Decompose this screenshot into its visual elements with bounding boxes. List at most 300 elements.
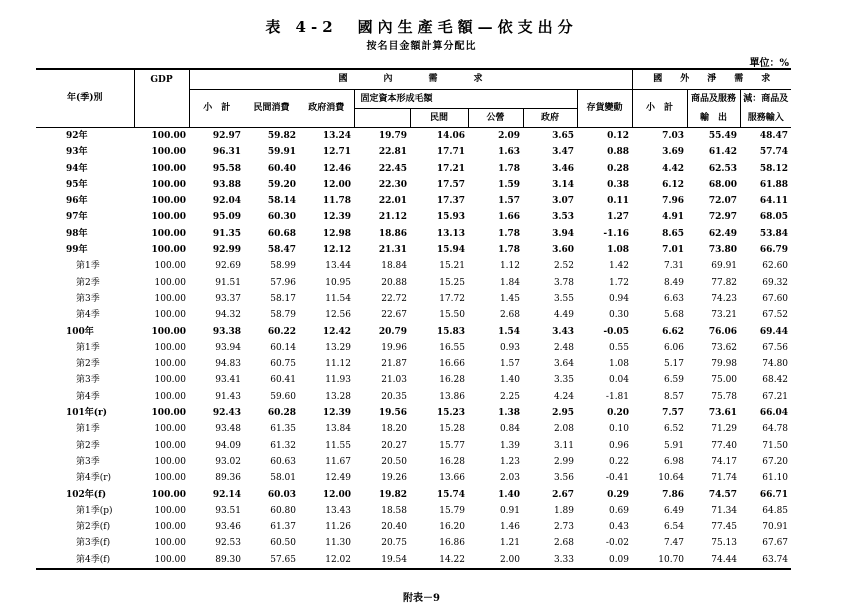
cell-government-consumption: 11.55	[325, 440, 351, 451]
cell-gfcf-government: 3.53	[552, 212, 574, 223]
table-row	[36, 291, 791, 307]
cell-domestic-subtotal: 93.41	[215, 375, 241, 386]
cell-imports: 71.50	[762, 440, 789, 451]
table-title: 表 4-2 國內生產毛額—依支出分	[265, 18, 578, 36]
cell-exports: 62.49	[708, 228, 738, 239]
cell-exports: 55.49	[708, 131, 738, 141]
cell-exports: 71.29	[711, 424, 738, 435]
table-row	[36, 161, 791, 177]
cell-gfcf-public: 0.84	[499, 424, 520, 435]
cell-gdp: 100.00	[154, 342, 186, 353]
row-label: 第4季	[76, 310, 100, 321]
cell-gdp: 100.00	[151, 489, 186, 500]
cell-gfcf-public: 1.54	[498, 326, 520, 337]
cell-gfcf-public: 0.93	[499, 342, 520, 353]
cell-domestic-subtotal: 96.31	[212, 147, 241, 158]
cell-gfcf-government: 3.33	[523, 552, 577, 569]
cell-gfcf-private: 15.50	[439, 310, 465, 321]
cell-private-consumption: 59.60	[270, 391, 296, 402]
row-label: 第1季	[76, 261, 100, 272]
cell-inventory-change: 0.22	[608, 456, 630, 467]
cell-inventory-change: 0.11	[607, 196, 630, 207]
cell-domestic-subtotal: 91.51	[215, 277, 241, 288]
cell-government-consumption: 12.42	[322, 326, 351, 337]
cell-government-consumption: 10.95	[325, 277, 351, 288]
col-header-net-foreign-demand: 國 外 淨 需 求	[632, 69, 791, 90]
cell-imports: 67.60	[762, 293, 789, 304]
table-row	[36, 389, 791, 405]
col-header-gfcf-private: 民間	[410, 109, 468, 128]
cell-private-consumption: 60.22	[267, 326, 296, 337]
col-header-gfcf-total-spacer	[354, 109, 410, 128]
table-row	[36, 193, 791, 209]
cell-foreign-subtotal: 6.49	[663, 505, 685, 516]
cell-gfcf: 22.30	[378, 179, 407, 190]
cell-inventory-change: 0.38	[607, 179, 630, 190]
cell-imports: 57.74	[759, 147, 789, 158]
cell-gfcf: 21.03	[381, 375, 407, 386]
cell-imports: 48.47	[759, 131, 789, 141]
cell-government-consumption: 13.43	[325, 505, 351, 516]
cell-gdp: 100.00	[151, 326, 186, 337]
cell-gdp: 100.00	[154, 522, 186, 533]
cell-private-consumption: 61.35	[270, 424, 296, 435]
cell-domestic-subtotal: 94.09	[215, 440, 241, 451]
cell-government-consumption: 12.56	[325, 310, 351, 321]
cell-government-consumption: 11.93	[325, 375, 351, 386]
cell-government-consumption: 11.78	[322, 196, 351, 207]
cell-gfcf-government: 3.60	[552, 245, 574, 256]
row-label: 第2季(f)	[76, 522, 111, 533]
cell-imports: 68.05	[759, 212, 789, 223]
row-label: 第2季	[76, 440, 100, 451]
row-label: 95年	[66, 179, 88, 190]
cell-exports: 72.07	[708, 196, 738, 207]
cell-inventory-change: -0.02	[605, 538, 630, 549]
cell-exports: 75.13	[711, 538, 738, 549]
cell-gfcf-private: 13.13	[436, 228, 465, 239]
table-row	[36, 552, 791, 569]
cell-exports: 75.78	[711, 391, 738, 402]
cell-gfcf-private: 16.28	[439, 456, 465, 467]
cell-domestic-subtotal: 92.69	[215, 261, 241, 272]
cell-private-consumption: 58.14	[267, 196, 296, 207]
row-label: 100年	[66, 326, 94, 337]
cell-government-consumption: 12.02	[299, 552, 354, 569]
cell-foreign-subtotal: 7.03	[662, 131, 685, 141]
cell-gdp: 100.00	[154, 359, 186, 370]
row-label: 第3季	[76, 293, 100, 304]
cell-gfcf: 22.72	[381, 293, 407, 304]
cell-private-consumption: 61.37	[270, 522, 296, 533]
cell-gfcf-public: 2.68	[499, 310, 520, 321]
cell-gfcf-government: 2.68	[553, 538, 574, 549]
cell-gfcf-public: 0.91	[499, 505, 520, 516]
cell-gfcf: 19.96	[381, 342, 407, 353]
cell-government-consumption: 13.24	[322, 131, 351, 141]
cell-foreign-subtotal: 5.17	[663, 359, 685, 370]
cell-foreign-subtotal: 6.62	[662, 326, 685, 337]
cell-government-consumption: 11.26	[325, 522, 351, 533]
table-subtitle: 按名目金額計算分配比	[366, 41, 477, 52]
cell-exports: 73.61	[708, 408, 738, 419]
col-header-gfcf-government: 政府	[523, 109, 577, 128]
cell-inventory-change: 1.27	[607, 212, 630, 223]
cell-gfcf-government: 3.11	[553, 440, 574, 451]
cell-gdp: 100.00	[154, 456, 186, 467]
table-body	[36, 128, 791, 570]
cell-inventory-change: 0.12	[607, 131, 630, 141]
row-label: 第2季	[76, 277, 100, 288]
row-label: 第3季(f)	[76, 538, 111, 549]
cell-gfcf-public: 1.38	[498, 408, 520, 419]
col-header-domestic-demand: 國 內 需 求	[189, 69, 632, 90]
cell-exports: 73.62	[711, 342, 738, 353]
cell-gfcf-public: 1.63	[498, 147, 520, 158]
cell-domestic-subtotal: 92.97	[212, 131, 241, 141]
cell-gfcf-private: 16.28	[439, 375, 465, 386]
cell-private-consumption: 60.68	[267, 228, 296, 239]
cell-gfcf-private: 15.21	[439, 261, 465, 272]
cell-gfcf: 21.31	[378, 245, 407, 256]
cell-domestic-subtotal: 94.32	[215, 310, 241, 321]
cell-gfcf: 18.84	[381, 261, 407, 272]
cell-imports: 63.74	[740, 552, 791, 569]
cell-government-consumption: 12.71	[322, 147, 351, 158]
cell-imports: 67.21	[762, 391, 789, 402]
cell-government-consumption: 12.39	[322, 212, 351, 223]
cell-inventory-change: 1.08	[607, 245, 630, 256]
cell-private-consumption: 59.91	[267, 147, 296, 158]
cell-gfcf-private: 17.37	[436, 196, 465, 207]
cell-exports: 75.00	[711, 375, 738, 386]
cell-gdp: 100.00	[154, 293, 186, 304]
cell-gfcf-private: 17.71	[436, 147, 465, 158]
cell-gfcf-government: 4.24	[553, 391, 574, 402]
cell-gfcf: 20.75	[381, 538, 407, 549]
table-row	[36, 487, 791, 503]
cell-private-consumption: 60.50	[270, 538, 296, 549]
cell-domestic-subtotal: 89.36	[215, 473, 241, 484]
cell-gfcf-government: 3.43	[552, 326, 574, 337]
table-row	[36, 421, 791, 437]
cell-domestic-subtotal: 93.02	[215, 456, 241, 467]
cell-gfcf-government: 3.46	[552, 163, 574, 174]
cell-imports: 58.12	[759, 163, 789, 174]
table-row	[36, 307, 791, 323]
cell-domestic-subtotal: 93.51	[215, 505, 241, 516]
cell-gfcf-government: 2.99	[553, 456, 574, 467]
cell-gfcf-government: 2.48	[553, 342, 574, 353]
cell-gfcf: 20.27	[381, 440, 407, 451]
cell-gfcf: 20.40	[381, 522, 407, 533]
col-header-private-consumption: 民間消費	[244, 90, 299, 128]
cell-government-consumption: 13.29	[325, 342, 351, 353]
table-row	[36, 535, 791, 551]
cell-gfcf-public: 2.03	[499, 473, 520, 484]
cell-imports: 64.85	[762, 505, 789, 516]
cell-foreign-subtotal: 5.68	[663, 310, 685, 321]
cell-inventory-change: 0.04	[608, 375, 630, 386]
cell-exports: 69.91	[711, 261, 738, 272]
cell-gfcf-government: 2.08	[553, 424, 574, 435]
cell-gfcf-government: 2.52	[553, 261, 574, 272]
col-header-domestic-subtotal: 小 計	[189, 90, 244, 128]
cell-gfcf-government: 2.67	[552, 489, 574, 500]
cell-gdp: 100.00	[154, 277, 186, 288]
row-label: 第4季(f)	[36, 552, 134, 569]
cell-exports: 74.57	[708, 489, 738, 500]
row-label: 第3季	[76, 456, 100, 467]
cell-foreign-subtotal: 5.91	[663, 440, 685, 451]
cell-domestic-subtotal: 89.30	[189, 552, 244, 569]
cell-gfcf-private: 15.23	[436, 408, 465, 419]
cell-private-consumption: 58.47	[267, 245, 296, 256]
cell-domestic-subtotal: 92.14	[212, 489, 241, 500]
cell-foreign-subtotal: 8.49	[663, 277, 685, 288]
cell-foreign-subtotal: 7.96	[662, 196, 685, 207]
cell-gfcf-public: 1.23	[499, 456, 520, 467]
cell-gdp: 100.00	[154, 375, 186, 386]
cell-foreign-subtotal: 6.12	[662, 179, 685, 190]
cell-gfcf-government: 4.49	[553, 310, 574, 321]
col-header-exports-line2: 輸 出	[687, 109, 740, 128]
cell-gfcf-private: 15.83	[436, 326, 465, 337]
cell-gdp: 100.00	[151, 245, 186, 256]
table-row	[36, 177, 791, 193]
cell-private-consumption: 60.30	[267, 212, 296, 223]
cell-private-consumption: 58.01	[270, 473, 296, 484]
cell-gfcf-public: 1.12	[499, 261, 520, 272]
cell-gfcf-private: 15.25	[439, 277, 465, 288]
cell-gfcf: 20.88	[381, 277, 407, 288]
table-row	[36, 242, 791, 258]
cell-private-consumption: 60.03	[267, 489, 296, 500]
cell-exports: 62.53	[708, 163, 738, 174]
cell-imports: 67.67	[762, 538, 789, 549]
cell-exports: 73.21	[711, 310, 738, 321]
cell-private-consumption: 60.28	[267, 408, 296, 419]
cell-gfcf-public: 1.40	[499, 375, 520, 386]
cell-gfcf-government: 3.56	[553, 473, 574, 484]
table-row	[36, 503, 791, 519]
cell-domestic-subtotal: 92.53	[215, 538, 241, 549]
cell-gfcf: 20.50	[381, 456, 407, 467]
cell-gfcf-government: 3.78	[553, 277, 574, 288]
cell-domestic-subtotal: 92.43	[212, 408, 241, 419]
cell-gfcf-government: 3.64	[553, 359, 574, 370]
col-header-imports-line1: 減：商品及	[740, 90, 791, 109]
row-label: 92年	[66, 131, 88, 141]
cell-domestic-subtotal: 92.04	[212, 196, 241, 207]
cell-gdp: 100.00	[154, 505, 186, 516]
cell-gdp: 100.00	[151, 212, 186, 223]
col-header-imports-line2: 服務輸入	[740, 109, 791, 128]
cell-domestic-subtotal: 91.43	[215, 391, 241, 402]
cell-government-consumption: 13.84	[325, 424, 351, 435]
row-label: 101年(r)	[66, 408, 108, 419]
cell-inventory-change: 0.43	[608, 522, 630, 533]
col-header-gdp: GDP	[134, 69, 189, 90]
cell-gfcf-public: 1.21	[499, 538, 520, 549]
cell-private-consumption: 59.20	[267, 179, 296, 190]
cell-foreign-subtotal: 7.47	[663, 538, 685, 549]
col-header-government-consumption: 政府消費	[299, 90, 354, 128]
row-label: 第4季	[76, 391, 100, 402]
cell-gfcf-private: 17.57	[436, 179, 465, 190]
cell-gfcf-government: 2.73	[553, 522, 574, 533]
row-label: 第3季	[76, 375, 100, 386]
row-label: 94年	[66, 163, 88, 174]
cell-gfcf-private: 13.86	[439, 391, 465, 402]
cell-gfcf-private: 15.77	[439, 440, 465, 451]
table-row	[36, 454, 791, 470]
cell-gfcf-private: 13.66	[439, 473, 465, 484]
cell-exports: 77.40	[711, 440, 738, 451]
cell-foreign-subtotal: 6.52	[663, 424, 685, 435]
cell-gfcf-private: 16.20	[439, 522, 465, 533]
cell-gfcf-public: 1.40	[498, 489, 520, 500]
cell-gfcf-private: 14.22	[410, 552, 468, 569]
cell-gfcf-government: 2.95	[552, 408, 574, 419]
col-header-period: 年(季)別	[36, 69, 134, 128]
cell-exports: 74.44	[687, 552, 740, 569]
row-label: 96年	[66, 196, 88, 207]
cell-gfcf-government: 3.94	[552, 228, 574, 239]
cell-foreign-subtotal: 4.91	[662, 212, 685, 223]
cell-imports: 64.78	[762, 424, 789, 435]
cell-inventory-change: 0.09	[577, 552, 632, 569]
cell-gfcf: 22.67	[381, 310, 407, 321]
cell-gfcf-public: 1.46	[499, 522, 520, 533]
cell-gdp: 100.00	[154, 440, 186, 451]
cell-gdp: 100.00	[154, 424, 186, 435]
cell-government-consumption: 11.30	[325, 538, 351, 549]
cell-foreign-subtotal: 10.70	[632, 552, 687, 569]
cell-inventory-change: 0.88	[607, 147, 630, 158]
cell-gfcf-private: 16.86	[439, 538, 465, 549]
cell-government-consumption: 12.46	[322, 163, 351, 174]
cell-imports: 66.79	[759, 245, 789, 256]
cell-exports: 74.17	[711, 456, 738, 467]
cell-foreign-subtotal: 6.54	[663, 522, 685, 533]
row-label: 第1季	[76, 424, 100, 435]
cell-gfcf-public: 1.78	[498, 228, 520, 239]
cell-private-consumption: 58.99	[270, 261, 296, 272]
row-label: 第1季(p)	[76, 505, 113, 516]
cell-inventory-change: 1.42	[608, 261, 630, 272]
cell-private-consumption: 60.80	[270, 505, 296, 516]
table-row	[36, 258, 791, 274]
cell-gfcf-private: 17.72	[439, 293, 465, 304]
cell-government-consumption: 13.44	[325, 261, 351, 272]
cell-inventory-change: 0.29	[607, 489, 630, 500]
cell-private-consumption: 58.17	[270, 293, 296, 304]
cell-gfcf: 18.86	[378, 228, 407, 239]
col-header-foreign-subtotal: 小 計	[632, 90, 687, 128]
cell-exports: 76.06	[708, 326, 738, 337]
cell-gdp: 100.00	[151, 163, 186, 174]
cell-gfcf-private: 15.79	[439, 505, 465, 516]
page-footer: 附表－9	[403, 593, 440, 604]
cell-foreign-subtotal: 7.01	[662, 245, 685, 256]
cell-imports: 67.52	[762, 310, 789, 321]
row-label: 93年	[66, 147, 88, 158]
cell-inventory-change: 0.55	[608, 342, 630, 353]
cell-imports: 69.44	[759, 326, 789, 337]
cell-gdp: 100.00	[154, 538, 186, 549]
table-row	[36, 356, 791, 372]
cell-government-consumption: 12.49	[325, 473, 351, 484]
gdp-expenditure-table	[36, 68, 791, 570]
cell-domestic-subtotal: 93.38	[212, 326, 241, 337]
cell-private-consumption: 60.41	[270, 375, 296, 386]
cell-gfcf-public: 1.78	[498, 245, 520, 256]
unit-label: 單位：%	[749, 58, 789, 69]
cell-imports: 74.80	[762, 359, 789, 370]
cell-government-consumption: 11.67	[325, 456, 351, 467]
cell-inventory-change: -1.16	[603, 228, 630, 239]
table-row	[36, 324, 791, 340]
cell-government-consumption: 13.28	[325, 391, 351, 402]
table-row	[36, 519, 791, 535]
cell-gdp: 100.00	[134, 552, 189, 569]
cell-exports: 79.98	[711, 359, 738, 370]
cell-gfcf: 21.87	[381, 359, 407, 370]
cell-private-consumption: 61.32	[270, 440, 296, 451]
table-row	[36, 128, 791, 145]
cell-gfcf-public: 2.00	[468, 552, 523, 569]
cell-gfcf: 22.81	[378, 147, 407, 158]
cell-domestic-subtotal: 95.09	[212, 212, 241, 223]
cell-domestic-subtotal: 94.83	[215, 359, 241, 370]
cell-domestic-subtotal: 93.94	[215, 342, 241, 353]
cell-gfcf: 20.79	[378, 326, 407, 337]
cell-foreign-subtotal: 7.31	[663, 261, 685, 272]
cell-gfcf: 22.45	[378, 163, 407, 174]
cell-inventory-change: 0.28	[607, 163, 630, 174]
row-label: 98年	[66, 228, 88, 239]
cell-gfcf: 19.56	[378, 408, 407, 419]
cell-inventory-change: 0.10	[608, 424, 630, 435]
row-label: 第2季	[76, 359, 100, 370]
cell-foreign-subtotal: 4.42	[662, 163, 685, 174]
cell-domestic-subtotal: 91.35	[212, 228, 241, 239]
cell-gfcf-government: 3.14	[552, 179, 574, 190]
cell-gdp: 100.00	[151, 196, 186, 207]
cell-gfcf: 22.01	[378, 196, 407, 207]
cell-exports: 71.34	[711, 505, 738, 516]
cell-imports: 62.60	[762, 261, 789, 272]
cell-foreign-subtotal: 7.86	[662, 489, 685, 500]
cell-private-consumption: 60.14	[270, 342, 296, 353]
cell-exports: 77.45	[711, 522, 738, 533]
cell-imports: 70.91	[762, 522, 789, 533]
cell-gfcf: 19.82	[378, 489, 407, 500]
cell-government-consumption: 11.54	[325, 293, 351, 304]
cell-imports: 66.04	[759, 408, 789, 419]
cell-gfcf-private: 16.55	[439, 342, 465, 353]
cell-private-consumption: 57.96	[270, 277, 296, 288]
cell-imports: 66.71	[759, 489, 789, 500]
col-header-gfcf-public: 公營	[468, 109, 523, 128]
cell-private-consumption: 59.82	[267, 131, 296, 141]
cell-government-consumption: 11.12	[325, 359, 351, 370]
cell-exports: 74.23	[711, 293, 738, 304]
cell-domestic-subtotal: 93.88	[212, 179, 241, 190]
cell-gfcf: 18.20	[381, 424, 407, 435]
cell-government-consumption: 12.98	[322, 228, 351, 239]
